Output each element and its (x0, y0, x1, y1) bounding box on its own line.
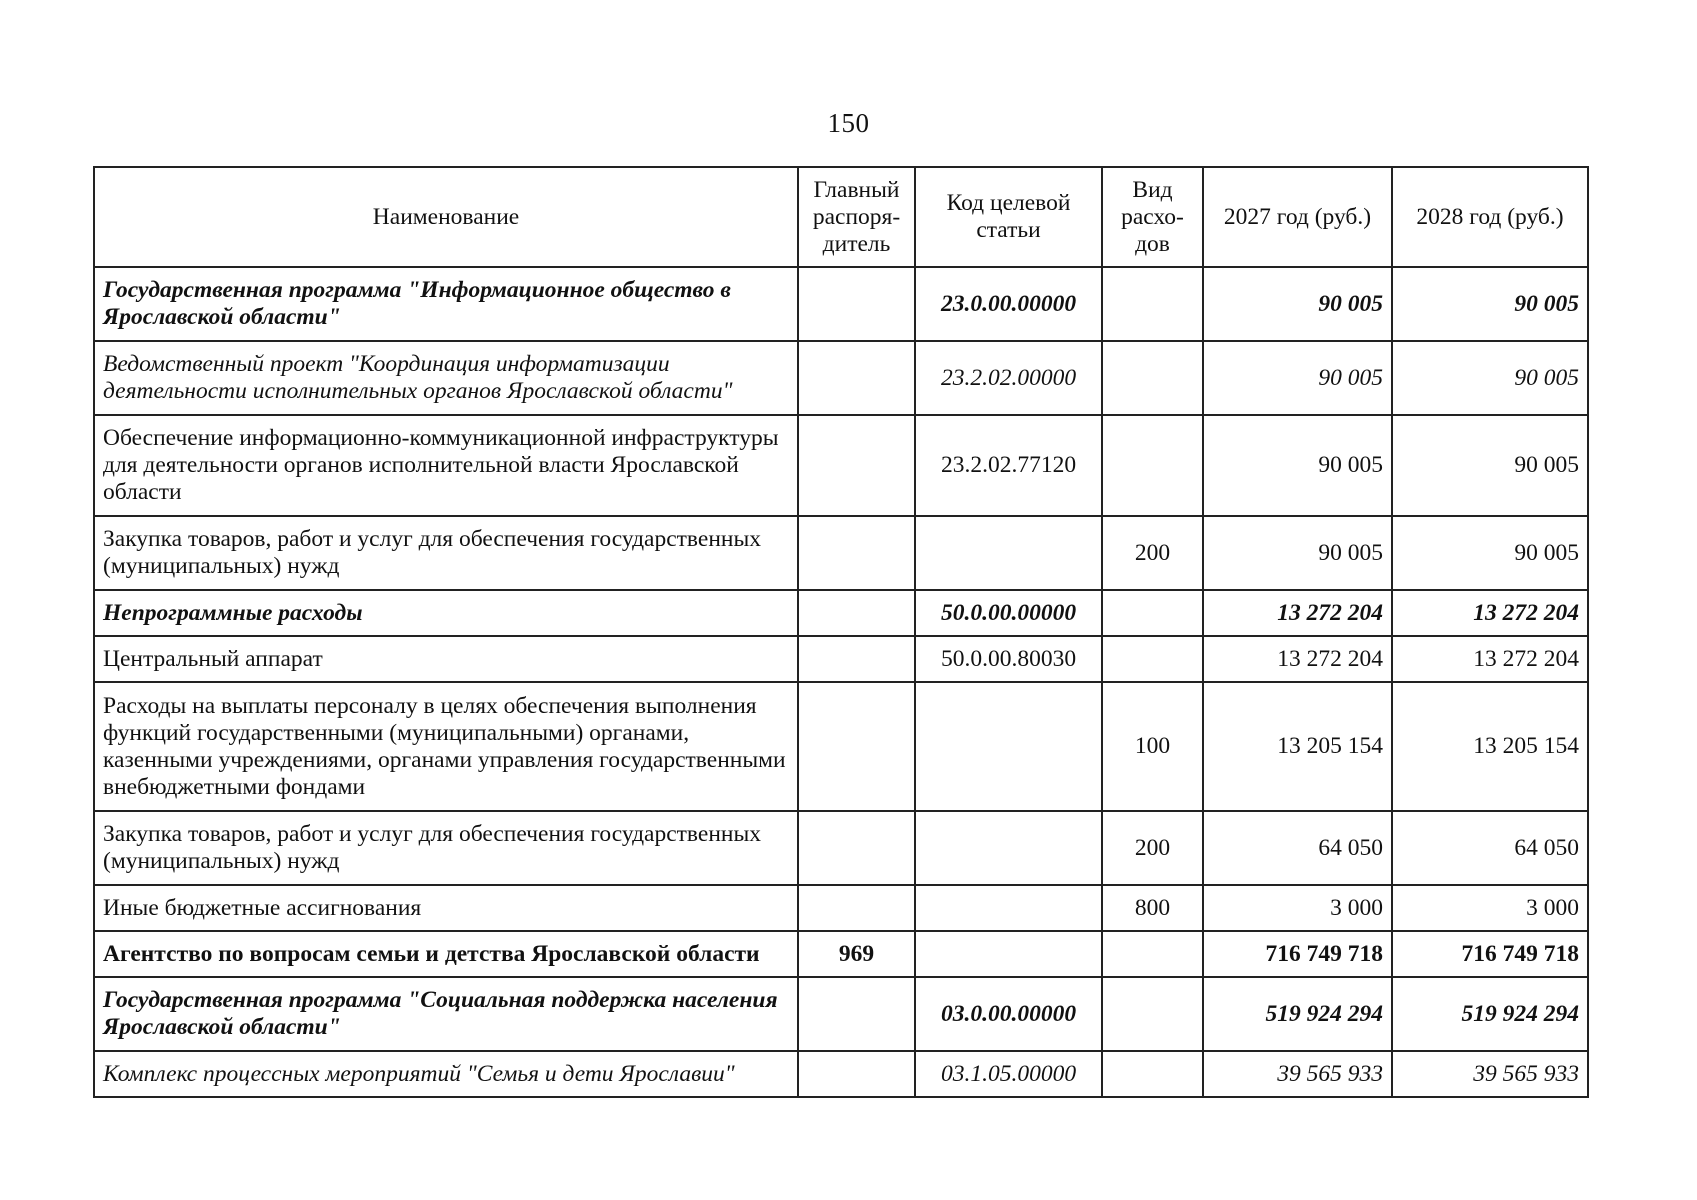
cell-code (915, 682, 1102, 811)
cell-2027: 39 565 933 (1203, 1051, 1392, 1097)
page-number: 150 (827, 108, 870, 138)
header-2027: 2027 год (руб.) (1203, 167, 1392, 267)
cell-admin: 969 (798, 931, 915, 977)
cell-type (1102, 636, 1203, 682)
cell-admin (798, 341, 915, 415)
cell-name: Обеспечение информационно-коммуникационной инфраструктуры для деятельности органов исполнительной власти Ярославской области (94, 415, 798, 516)
table-row (94, 516, 1588, 590)
cell-code (915, 516, 1102, 590)
cell-admin (798, 811, 915, 885)
cell-code (915, 885, 1102, 931)
cell-code: 03.0.00.00000 (915, 977, 1102, 1051)
cell-type (1102, 977, 1203, 1051)
cell-2028: 13 205 154 (1392, 682, 1588, 811)
cell-2027: 13 272 204 (1203, 636, 1392, 682)
cell-admin (798, 590, 915, 636)
cell-code: 23.2.02.00000 (915, 341, 1102, 415)
cell-2028: 13 272 204 (1392, 590, 1588, 636)
cell-name: Непрограммные расходы (94, 590, 798, 636)
cell-admin (798, 977, 915, 1051)
cell-name: Закупка товаров, работ и услуг для обеспечения государственных (муниципальных) нужд (94, 811, 798, 885)
cell-admin (798, 682, 915, 811)
cell-name: Закупка товаров, работ и услуг для обеспечения государственных (муниципальных) нужд (94, 516, 798, 590)
cell-2027: 90 005 (1203, 341, 1392, 415)
cell-admin (798, 516, 915, 590)
header-admin: Главный распоря-дитель (798, 167, 915, 267)
cell-name: Иные бюджетные ассигнования (94, 885, 798, 931)
cell-type: 200 (1102, 811, 1203, 885)
cell-admin (798, 885, 915, 931)
cell-2027: 90 005 (1203, 516, 1392, 590)
cell-name: Центральный аппарат (94, 636, 798, 682)
cell-2028: 13 272 204 (1392, 636, 1588, 682)
table-row (94, 341, 1588, 415)
header-code: Код целевой статьи (915, 167, 1102, 267)
header-name: Наименование (94, 167, 798, 267)
cell-code (915, 811, 1102, 885)
cell-2028: 90 005 (1392, 516, 1588, 590)
cell-2027: 64 050 (1203, 811, 1392, 885)
cell-2028: 90 005 (1392, 341, 1588, 415)
table-row (94, 931, 1588, 977)
cell-admin (798, 636, 915, 682)
table-row (94, 590, 1588, 636)
cell-code: 23.0.00.00000 (915, 267, 1102, 341)
table-row (94, 415, 1588, 516)
table-row (94, 811, 1588, 885)
cell-type (1102, 341, 1203, 415)
cell-type (1102, 590, 1203, 636)
cell-name: Агентство по вопросам семьи и детства Ярославской области (94, 931, 798, 977)
cell-name: Расходы на выплаты персоналу в целях обеспечения выполнения функций государственными (муниципальными) органами, казенными учреждениями, органами управления государственными внебюджетными фондами (94, 682, 798, 811)
cell-2028: 3 000 (1392, 885, 1588, 931)
cell-2027: 519 924 294 (1203, 977, 1392, 1051)
cell-2027: 716 749 718 (1203, 931, 1392, 977)
table-row (94, 1051, 1588, 1097)
cell-admin (798, 415, 915, 516)
cell-admin (798, 267, 915, 341)
table-row (94, 885, 1588, 931)
cell-2028: 716 749 718 (1392, 931, 1588, 977)
cell-2027: 13 205 154 (1203, 682, 1392, 811)
cell-code: 03.1.05.00000 (915, 1051, 1102, 1097)
cell-2028: 39 565 933 (1392, 1051, 1588, 1097)
cell-2028: 64 050 (1392, 811, 1588, 885)
cell-type: 800 (1102, 885, 1203, 931)
cell-2028: 519 924 294 (1392, 977, 1588, 1051)
cell-2027: 90 005 (1203, 267, 1392, 341)
cell-2027: 90 005 (1203, 415, 1392, 516)
cell-type: 200 (1102, 516, 1203, 590)
cell-name: Государственная программа "Социальная поддержка населения Ярославской области" (94, 977, 798, 1051)
cell-name: Ведомственный проект "Координация информатизации деятельности исполнительных органов Ярославской области" (94, 341, 798, 415)
cell-type (1102, 415, 1203, 516)
cell-2027: 13 272 204 (1203, 590, 1392, 636)
cell-2028: 90 005 (1392, 415, 1588, 516)
header-2028: 2028 год (руб.) (1392, 167, 1588, 267)
table-row (94, 682, 1588, 811)
cell-admin (798, 1051, 915, 1097)
table-row (94, 977, 1588, 1051)
cell-2027: 3 000 (1203, 885, 1392, 931)
budget-table (93, 166, 1589, 1098)
table-row (94, 636, 1588, 682)
cell-2028: 90 005 (1392, 267, 1588, 341)
cell-type (1102, 931, 1203, 977)
cell-type (1102, 267, 1203, 341)
cell-code: 50.0.00.00000 (915, 590, 1102, 636)
cell-code (915, 931, 1102, 977)
cell-name: Государственная программа "Информационное общество в Ярославской области" (94, 267, 798, 341)
table-header-row (94, 167, 1588, 267)
cell-code: 23.2.02.77120 (915, 415, 1102, 516)
cell-name: Комплекс процессных мероприятий "Семья и дети Ярославии" (94, 1051, 798, 1097)
cell-type (1102, 1051, 1203, 1097)
header-type: Вид расхо-дов (1102, 167, 1203, 267)
cell-code: 50.0.00.80030 (915, 636, 1102, 682)
cell-type: 100 (1102, 682, 1203, 811)
table-row (94, 267, 1588, 341)
